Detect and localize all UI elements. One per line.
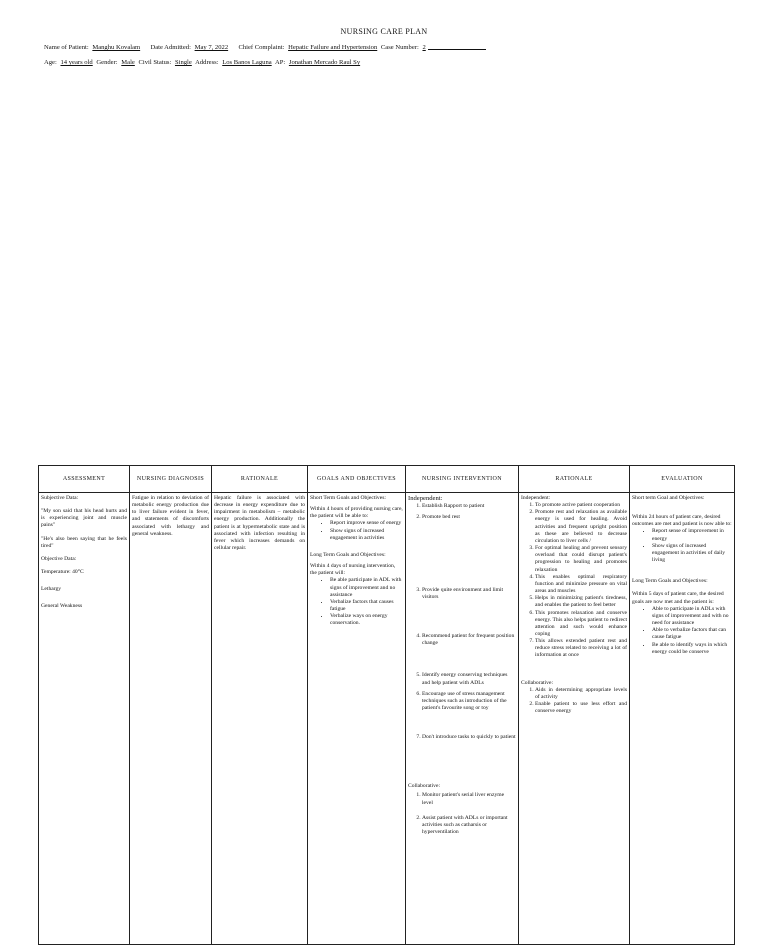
evaluation-long-list — [632, 606, 732, 656]
list-item: • Report improve sense of energy — [330, 520, 403, 527]
independent-rationale-label: Independent: — [521, 495, 551, 501]
list-item: 2. Promote rest and relaxation as available energy is used for healing. Avoid activities and frequent upright position as these are believed to decrease circulation to liver cells / — [535, 509, 627, 545]
list-item: 6. This promotes relaxation and conserve energy. This also helps patient to redirect attention and such would enhance coping — [535, 610, 627, 639]
list-item: 7. Don't introduce tasks to quickly to patient — [422, 734, 516, 741]
collaborative-label: Collaborative: — [408, 783, 441, 790]
chief-complaint: Hepatic Failure and Hypertension — [288, 44, 378, 51]
header-intervention: NURSING INTERVENTION — [406, 466, 519, 493]
list-item: • Show signs of increased engagement in activities of daily living — [652, 543, 732, 564]
care-plan-table — [38, 465, 735, 945]
collaborative-rationale-label: Collaborative: — [521, 679, 554, 686]
rationale-cell: Hepatic failure is associated with decrease in energy expenditure due to impairment in metabolism – metabolic energy production. Additionally the patient is at hypermetabolic state and is associated with infection resulting in fever which increases demands on cellular repair. — [212, 493, 308, 945]
ap-label: AP: — [274, 59, 286, 66]
document-title: NURSING CARE PLAN — [340, 27, 428, 36]
short-term-goals-list — [310, 520, 403, 541]
list-item: • Be able participate in ADL with signs of improvement and no assistance — [330, 577, 403, 598]
name-label: Name of Patient: — [44, 44, 89, 51]
list-item: 3. Provide quite environment and limit visitors — [422, 587, 516, 601]
list-item: 2. Enable patient to use less effort and conserve energy — [535, 701, 627, 715]
subjective-quote-2: "He's also been saying that he feels tired" — [41, 535, 127, 549]
long-term-goals-intro: Within 4 days of nursing intervention, the patient will: — [310, 563, 396, 577]
list-item: • Be able to identify ways in which energy could be conserve — [652, 642, 732, 656]
objective-weakness: General Weakness — [41, 603, 83, 610]
patient-address: Los Banos Laguna — [222, 59, 272, 66]
evaluation-long-label: Long Term Goals and Objectives: — [632, 578, 708, 585]
objective-lethargy: Lethargy — [41, 586, 62, 593]
header-assessment: ASSESSMENT — [39, 466, 130, 493]
collaborative-interventions-list — [408, 792, 516, 836]
table-row — [39, 493, 735, 945]
objective-label: Objective Data: — [41, 555, 77, 562]
list-item: 1. Establish Rapport to patient — [422, 503, 516, 510]
list-item: 6. Encourage use of stress management techniques such as introduction of the patient's favourite song or toy — [422, 691, 516, 712]
case-number: 2 — [422, 44, 426, 51]
diagnosis-cell: Fatigue in relation to deviation of metabolic energy production due to liver failure evident in fever, and statements of discomforts associated with lethargy and general weakness. — [130, 493, 212, 945]
list-item: 5. Identify energy conserving techniques and help patient with ADLs — [422, 672, 516, 686]
objective-temperature: Temperature: 40°C — [41, 569, 84, 576]
list-item: 3. For optimal healing and prevent sensory overload that could disrupt patient's progression to healing and promotes relaxation — [535, 545, 627, 574]
evaluation-short-list — [632, 528, 732, 564]
header-goals: GOALS AND OBJECTIVES — [308, 466, 406, 493]
attending-physician: Jonathan Mercado Raul Sy — [288, 59, 361, 66]
assessment-cell — [39, 493, 130, 945]
list-item: • Show signs of increased engagement in activities — [330, 528, 403, 542]
date-admitted: May 7, 2022 — [194, 44, 229, 51]
list-item: • Able to participate in ADLs with signs of improvement and with no need for assistance — [652, 606, 732, 627]
header-rationale: RATIONALE — [212, 466, 308, 493]
complaint-label: Chief Complaint: — [238, 44, 285, 51]
patient-info-row-1 — [44, 42, 486, 51]
evaluation-long-intro: Within 5 days of patient care, the desired goals are now met and the patient is: — [632, 591, 724, 605]
short-term-goals-label: Short Term Goals and Objectives: — [310, 495, 386, 501]
list-item: 1. Aids in determining appropriate levels of activity — [535, 687, 627, 701]
evaluation-short-intro: Within 24 hours of patient care, desired outcomes are met and patient is now able to: — [632, 514, 732, 528]
address-label: Address: — [195, 59, 219, 66]
intervention-rationale-cell — [519, 493, 630, 945]
patient-info-row-2 — [44, 59, 362, 66]
patient-name: Manghu Kovalam — [92, 44, 141, 51]
subjective-label: Subjective Data: — [41, 495, 79, 501]
admitted-label: Date Admitted: — [150, 44, 191, 51]
long-term-goals-label: Long Term Goals and Objectives: — [310, 551, 386, 558]
civil-label: Civil Status: — [138, 59, 172, 66]
intervention-cell — [406, 493, 519, 945]
evaluation-cell — [630, 493, 735, 945]
subjective-quote-1: "My son said that his head hurts and is experiencing joint and muscle pains" — [41, 508, 127, 529]
collaborative-rationale-list — [521, 687, 627, 716]
evaluation-short-label: Short term Goal and Objectives: — [632, 495, 705, 501]
list-item: 4. This enables optimal respiratory function and minimize pressure on vital areas and muscles — [535, 574, 627, 595]
header-evaluation: EVALUATION — [630, 466, 735, 493]
header-diagnosis: NURSING DIAGNOSIS — [130, 466, 212, 493]
list-item: 2. Assist patient with ADLs or important activities such as catharsis or hyperventilation — [422, 815, 516, 836]
list-item: 2. Promote bed rest — [422, 514, 516, 521]
age-label: Age: — [44, 59, 57, 66]
independent-rationale-list — [521, 502, 627, 659]
list-item: 1. To promote active patient cooperation — [535, 502, 627, 509]
independent-interventions-list — [408, 503, 516, 741]
independent-label: Independent: — [408, 495, 443, 502]
list-item: 1. Monitor patient's serial liver enzyme level — [422, 792, 516, 806]
list-item: • Verbalize ways on energy conservation. — [330, 613, 403, 627]
patient-age: 14 years old — [60, 59, 93, 66]
list-item: 5. Helps in minimizing patient's tiredness, and enables the patient to feel better — [535, 595, 627, 609]
long-term-goals-list — [310, 577, 403, 627]
goals-cell — [308, 493, 406, 945]
civil-status: Single — [174, 59, 192, 66]
list-item: • Able to verbalize factors that can cause fatigue — [652, 627, 732, 641]
list-item: 7. This allows extended patient rest and reduce stress related to receiving a lot of information at once — [535, 638, 627, 659]
list-item: • Verbalize factors that causes fatigue — [330, 599, 403, 613]
case-label: Case Number: — [380, 44, 419, 51]
gender-label: Gender: — [96, 59, 118, 66]
table-header-row — [39, 466, 735, 493]
list-item: • Report sense of improvement in energy — [652, 528, 732, 542]
list-item: 4. Recommend patient for frequent position change — [422, 633, 516, 647]
patient-gender: Male — [121, 59, 135, 66]
header-rationale-2: RATIONALE — [519, 466, 630, 493]
short-term-goals-intro: Within 4 hours of providing nursing care, the patient will be able to: — [310, 506, 403, 520]
